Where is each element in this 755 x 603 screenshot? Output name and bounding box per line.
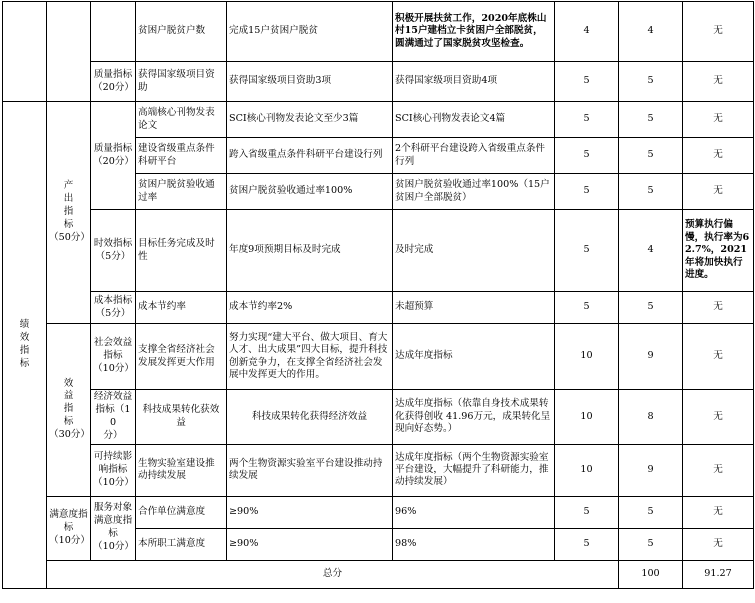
actual-cell: SCI核心刊物发表论文4篇 — [393, 102, 555, 138]
note-cell: 无 — [683, 292, 754, 324]
level1-cell: 绩 效 指 标 — [3, 102, 47, 589]
total-row — [3, 560, 754, 588]
score-cell: 5 — [619, 138, 683, 174]
target-cell: ≥90% — [227, 528, 393, 560]
weight-cell: 5 — [555, 210, 619, 292]
indicator-cell: 贫困户脱贫验收通过率 — [136, 174, 227, 210]
level3-cell: 经济效益 指标（10 分） — [91, 390, 136, 445]
weight-cell: 5 — [555, 528, 619, 560]
indicator-cell: 成本节约率 — [136, 292, 227, 324]
indicator-cell: 目标任务完成及时性 — [136, 210, 227, 292]
total-score: 91.27 — [683, 560, 754, 588]
note-cell: 无 — [683, 174, 754, 210]
note-cell: 无 — [683, 444, 754, 496]
level3-cell: 可持续影 响指标 （10分） — [91, 444, 136, 496]
total-weight: 100 — [619, 560, 683, 588]
score-cell: 9 — [619, 324, 683, 390]
actual-cell: 及时完成 — [393, 210, 555, 292]
target-cell: 完成15户贫困户脱贫 — [227, 2, 393, 62]
target-cell: 成本节约率2% — [227, 292, 393, 324]
note-cell: 无 — [683, 102, 754, 138]
level2-cell: 效 益 指 标 （30分） — [47, 324, 91, 497]
performance-table — [2, 1, 754, 589]
score-cell: 5 — [619, 496, 683, 528]
actual-cell: 贫困户脱贫验收通过率100%（15户贫困户全部脱贫） — [393, 174, 555, 210]
target-cell: SCI核心刊物发表论文至少3篇 — [227, 102, 393, 138]
level3-cell: 社会效益 指标 （10分） — [91, 324, 136, 390]
score-cell: 5 — [619, 102, 683, 138]
target-cell: ≥90% — [227, 496, 393, 528]
table-row — [3, 324, 754, 390]
indicator-cell: 建设省级重点条件科研平台 — [136, 138, 227, 174]
indicator-cell: 高端核心刊物发表论文 — [136, 102, 227, 138]
note-cell: 预算执行偏慢，执行率为62.7%，2021年将加快执行进度。 — [683, 210, 754, 292]
note-cell: 无 — [683, 528, 754, 560]
actual-cell: 获得国家级项目资助4项 — [393, 62, 555, 102]
weight-cell: 10 — [555, 390, 619, 445]
table-row — [3, 62, 754, 102]
score-cell: 9 — [619, 444, 683, 496]
level3-cell: 服务对象 满意度指 标 （10分） — [91, 496, 136, 560]
score-cell: 4 — [619, 2, 683, 62]
total-label: 总分 — [47, 560, 619, 588]
score-cell: 5 — [619, 62, 683, 102]
target-cell: 年度9项预期目标及时完成 — [227, 210, 393, 292]
table-row — [3, 102, 754, 138]
indicator-cell: 支撑全省经济社会发展发挥更大作用 — [136, 324, 227, 390]
indicator-cell: 科技成果转化获效益 — [136, 390, 227, 445]
weight-cell: 5 — [555, 174, 619, 210]
note-cell: 无 — [683, 62, 754, 102]
indicator-cell: 本所职工满意度 — [136, 528, 227, 560]
note-cell: 无 — [683, 496, 754, 528]
weight-cell: 5 — [555, 138, 619, 174]
indicator-cell: 生物实验室建设推动持续发展 — [136, 444, 227, 496]
score-cell: 5 — [619, 528, 683, 560]
target-cell: 贫困户脱贫验收通过率100% — [227, 174, 393, 210]
indicator-cell: 贫困户脱贫户数 — [136, 2, 227, 62]
note-cell: 无 — [683, 390, 754, 445]
table-row — [3, 292, 754, 324]
level3-cell: 质量指标 （20分） — [91, 102, 136, 210]
table-row — [3, 496, 754, 528]
target-cell: 科技成果转化获得经济效益 — [227, 390, 393, 445]
actual-cell: 达成年度指标（两个生物资源实验室平台建设，大幅提升了科研能力，推动持续发展） — [393, 444, 555, 496]
note-cell: 无 — [683, 2, 754, 62]
actual-cell: 未超预算 — [393, 292, 555, 324]
actual-cell: 96% — [393, 496, 555, 528]
table-row — [3, 210, 754, 292]
weight-cell: 5 — [555, 62, 619, 102]
indicator-cell: 获得国家级项目资助 — [136, 62, 227, 102]
weight-cell: 10 — [555, 324, 619, 390]
actual-cell: 98% — [393, 528, 555, 560]
level3-cell: 质量指标 （20分） — [91, 62, 136, 102]
actual-cell: 达成年度指标 — [393, 324, 555, 390]
level3-cell: 成本指标 （5分） — [91, 292, 136, 324]
target-cell: 努力实现“建大平台、做大项目、育大人才、出大成果”四大目标，提升科技创新竞争力，在支撑全省经济社会发展中发挥更大的作用。 — [227, 324, 393, 390]
target-cell: 跨入省级重点条件科研平台建设行列 — [227, 138, 393, 174]
level1-cell-continued — [3, 2, 47, 102]
table-row — [3, 444, 754, 496]
target-cell: 获得国家级项目资助3项 — [227, 62, 393, 102]
note-cell: 无 — [683, 324, 754, 390]
level2-cell-continued — [47, 2, 91, 102]
score-cell: 4 — [619, 210, 683, 292]
table-row — [3, 2, 754, 62]
table-row — [3, 390, 754, 445]
target-cell: 两个生物资源实验室平台建设推动持续发展 — [227, 444, 393, 496]
actual-cell: 积极开展扶贫工作，2020年底株山村15户建档立卡贫困户全部脱贫，圆满通过了国家脱贫攻坚检查。 — [393, 2, 555, 62]
score-cell: 8 — [619, 390, 683, 445]
level2-cell: 满意度指 标 （10分） — [47, 496, 91, 560]
note-cell: 无 — [683, 138, 754, 174]
score-cell: 5 — [619, 174, 683, 210]
actual-cell: 2个科研平台建设跨入省级重点条件行列 — [393, 138, 555, 174]
level3-cell: 时效指标 （5分） — [91, 210, 136, 292]
score-cell: 5 — [619, 292, 683, 324]
level3-cell-continued — [91, 2, 136, 62]
weight-cell: 4 — [555, 2, 619, 62]
indicator-cell: 合作单位满意度 — [136, 496, 227, 528]
weight-cell: 5 — [555, 102, 619, 138]
level2-cell: 产 出 指 标 （50分） — [47, 102, 91, 324]
weight-cell: 5 — [555, 496, 619, 528]
actual-cell: 达成年度指标（依靠自身技术成果转化获得创收 41.96万元，成果转化呈现向好态势。） — [393, 390, 555, 445]
weight-cell: 5 — [555, 292, 619, 324]
weight-cell: 10 — [555, 444, 619, 496]
